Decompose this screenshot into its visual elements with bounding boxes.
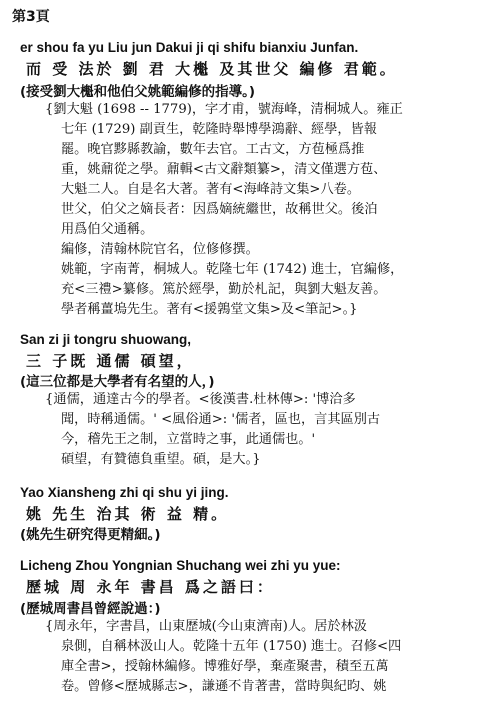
commentary-line: 七年 (1729) 副貢生，乾隆時舉博學鴻辭、經學，皆報 [61, 122, 377, 137]
translation-line: (接受劉大櫆和他伯父姚範編修的指導。) [20, 84, 256, 100]
pinyin-line: Yao Xiansheng zhi qi shu yi jing. [20, 485, 229, 500]
commentary-line: 用爲伯父通稱。 [61, 222, 154, 237]
commentary-line: 罷。晚官黟縣教諭，數年去官。工古文，方苞極爲推 [61, 142, 365, 157]
pinyin-line: er shou fa yu Liu jun Dakui ji qi shifu bianxiu Junfan. [20, 40, 359, 55]
commentary-line: 卷。曾修<歷城縣志>，謙遜不肯著書，當時與紀昀、姚 [61, 679, 387, 694]
commentary-line: 泉側，自稱林汲山人。乾隆十五年 (1750) 進士。召修<四 [61, 639, 402, 654]
commentary-line: {周永年，字書昌，山東歷城(今山東濟南)人。居於林汲 [45, 619, 367, 634]
commentary-line: 學者稱薑塢先生。著有<援鶉堂文集>及<筆記>。} [61, 302, 358, 317]
commentary-line: 大魁二人。自是名大著。著有<海峰詩文集>八卷。 [61, 182, 361, 197]
translation-line: (姚先生研究得更精細。) [20, 527, 161, 543]
commentary-line: 聞，時稱通儒。' <風俗通>: '儒者，區也，言其區別古 [61, 412, 381, 427]
commentary-line: {通儒，通達古今的學者。<後漢書.杜林傳>: '博洽多 [45, 392, 356, 407]
commentary-line: {劉大魁 (1698 -- 1779)，字才甫，號海峰，清桐城人。雍正 [45, 102, 403, 117]
page-label: 第3頁 [12, 9, 50, 25]
commentary-line: 庫全書>，授翰林編修。博雅好學，棄產聚書，積至五萬 [61, 659, 389, 674]
commentary-line: 充<三禮>纂修。篤於經學，勤於札記，與劉大魁友善。 [61, 282, 387, 297]
pinyin-line: Licheng Zhou Yongnian Shuchang wei zhi yu yue: [20, 558, 341, 573]
commentary-line: 碩望，有贊德負重望。碩，是大。} [61, 452, 261, 467]
hanzi-line: 歷城 周 永年 書昌 爲之語曰： [26, 578, 275, 596]
translation-line: (歷城周書昌曾經說過：) [20, 601, 161, 617]
commentary-line: 世父，伯父之嫡長者：因爲嫡統繼世，故稱世父。後泊 [61, 202, 378, 217]
hanzi-line: 而 受 法於 劉 君 大櫆 及其世父 編修 君範。 [26, 60, 398, 78]
commentary-line: 重，姚鼐從之學。鼐輯<古文辭類纂>，清文僅選方苞、 [61, 162, 387, 177]
commentary-line: 今，稽先王之制，立當時之事，此通儒也。' [61, 432, 316, 447]
commentary-block [45, 390, 490, 470]
commentary-block [45, 100, 490, 320]
translation-line: (這三位都是大學者有名望的人，) [20, 374, 215, 390]
hanzi-line: 三 子既 通儒 碩望， [26, 352, 195, 370]
pinyin-line: San zi ji tongru shuowang, [20, 332, 191, 347]
hanzi-line: 姚 先生 治其 術 益 精。 [26, 505, 230, 523]
commentary-line: 姚範，字南菁，桐城人。乾隆七年 (1742) 進士，官編修， [61, 262, 404, 277]
commentary-block [45, 617, 490, 697]
commentary-line: 編修，清翰林院官名，位修修撰。 [61, 242, 259, 257]
